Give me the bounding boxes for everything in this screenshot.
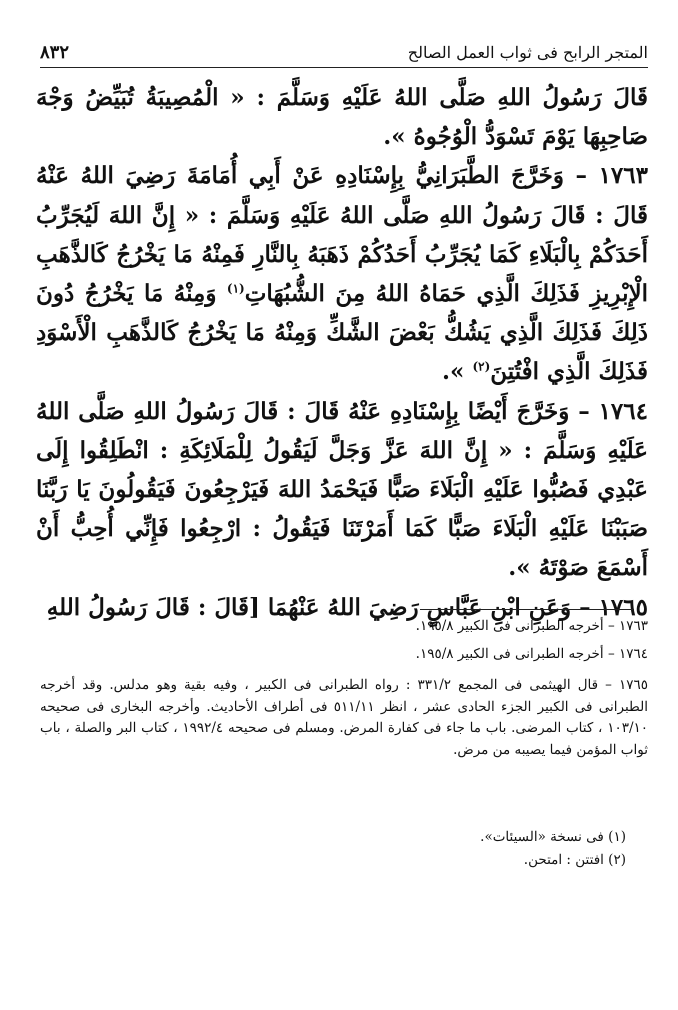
note-1: (١) فى نسخة «السيئات». [480, 829, 626, 845]
main-text [36, 78, 648, 627]
hadith-1765: ١٧٦٥ – وَعَنِ ابْنِ عَبَّاسٍ رَضِيَ اللهُ عَنْهُمَا [قَالَ : قَالَ رَسُولُ اللهِ [46, 593, 648, 621]
marginal-notes [40, 826, 626, 872]
note-marker-2: (٢) [472, 359, 491, 374]
hadith-1763 [36, 156, 648, 391]
hadith-1763-text-cont: وَمِنْهُ مَا يَخْرُجُ دُونَ ذَلِكَ فَذَلِكَ الَّذِي يَشُكُّ بَعْضَ الشَّكِّ وَمِنْهُ مَا يَخْرُجُ كَالذَّهَبِ الْأَسْوَدِ فَذَلِكَ الَّذِي افْتُتِنَ [36, 280, 648, 386]
footnote-1763: ١٧٦٣ – أخرجه الطبرانى فى الكبير ١٩٥/٨. [415, 618, 648, 634]
page-number: ٨٣٢ [40, 42, 70, 63]
footnote-1765: ١٧٦٥ – قال الهيثمى فى المجمع ٣٣١/٢ : رواه الطبرانى فى الكبير ، وفيه بقية وهو مدلس. وقد أخرجه الطبرانى فى الكبير الجزء الحادى عشر ، انظر ٥١١/١١ فى أطراف الأحاديث. وأخرجه البخارى فى صحيحه ١٠٣/١٠ ، كتاب المرضى. باب ما جاء فى كفارة المرض. ومسلم فى صحيحه ١٩٩٢/٤ ، كتاب البر والصلة ، باب ثواب المؤمن فيما يصيبه من مرض. [40, 677, 648, 758]
hadith-1764: ١٧٦٤ – وَخَرَّجَ أَيْضًا بِإِسْنَادِهِ عَنْهُ قَالَ : قَالَ رَسُولُ اللهِ صَلَّى اللهُ عَلَيْهِ وَسَلَّمَ : « إِنَّ اللهَ عَزَّ وَجَلَّ لَيَقُولُ لِلْمَلَائِكَةِ : انْطَلِقُوا إِلَى عَبْدِي فَصُبُّوا عَلَيْهِ الْبَلَاءَ صَبًّا فَيَحْمَدُ اللهَ فَيَرْجِعُونَ فَيَقُولُونَ يَا رَبَّنَا صَبَبْنَا عَلَيْهِ الْبَلَاءَ صَبًّا كَمَا أَمَرْتَنَا فَيَقُولُ : ارْجِعُوا فَإِنِّي أُحِبُّ أَنْ أَسْمَعَ صَوْتَهُ ». [36, 397, 648, 582]
note-2: (٢) افتتن : امتحن. [523, 852, 626, 868]
note-marker-1: (١) [226, 281, 245, 296]
footnotes [40, 616, 648, 767]
page-header [40, 32, 648, 68]
running-title: المتجر الرابح فى ثواب العمل الصالح [407, 43, 648, 62]
hadith-1763-text-end: ». [442, 358, 473, 386]
footnote-1764: ١٧٦٤ – أخرجه الطبرانى فى الكبير ١٩٥/٨. [415, 645, 648, 662]
hadith-1763-text: ١٧٦٣ – وَخَرَّجَ الطَّبَرَانِيُّ بِإِسْنَادِهِ عَنْ أَبِي أُمَامَةَ رَضِيَ اللهُ عَنْهُ قَالَ : قَالَ رَسُولُ اللهِ صَلَّى اللهُ عَلَيْهِ وَسَلَّمَ : « إِنَّ اللهَ لَيُجَرِّبُ أَحَدَكُمْ بِالْبَلَاءِ كَمَا يُجَرِّبُ أَحَدُكُمْ ذَهَبَهُ بِالنَّارِ فَمِنْهُ مَا يَخْرُجُ كَالذَّهَبِ الْإِبْرِيزِ فَذَلِكَ الَّذِي حَمَاهُ اللهُ مِنَ الشُّبُهَاتِ [36, 162, 648, 308]
footnote-divider [420, 609, 634, 610]
paragraph-continuation: قَالَ رَسُولُ اللهِ صَلَّى اللهُ عَلَيْهِ وَسَلَّمَ : « الْمُصِيبَةُ تُبَيِّضُ وَجْهَ صَاحِبِهَا يَوْمَ تَسْوَدُّ الْوُجُوهُ ». [36, 84, 648, 151]
